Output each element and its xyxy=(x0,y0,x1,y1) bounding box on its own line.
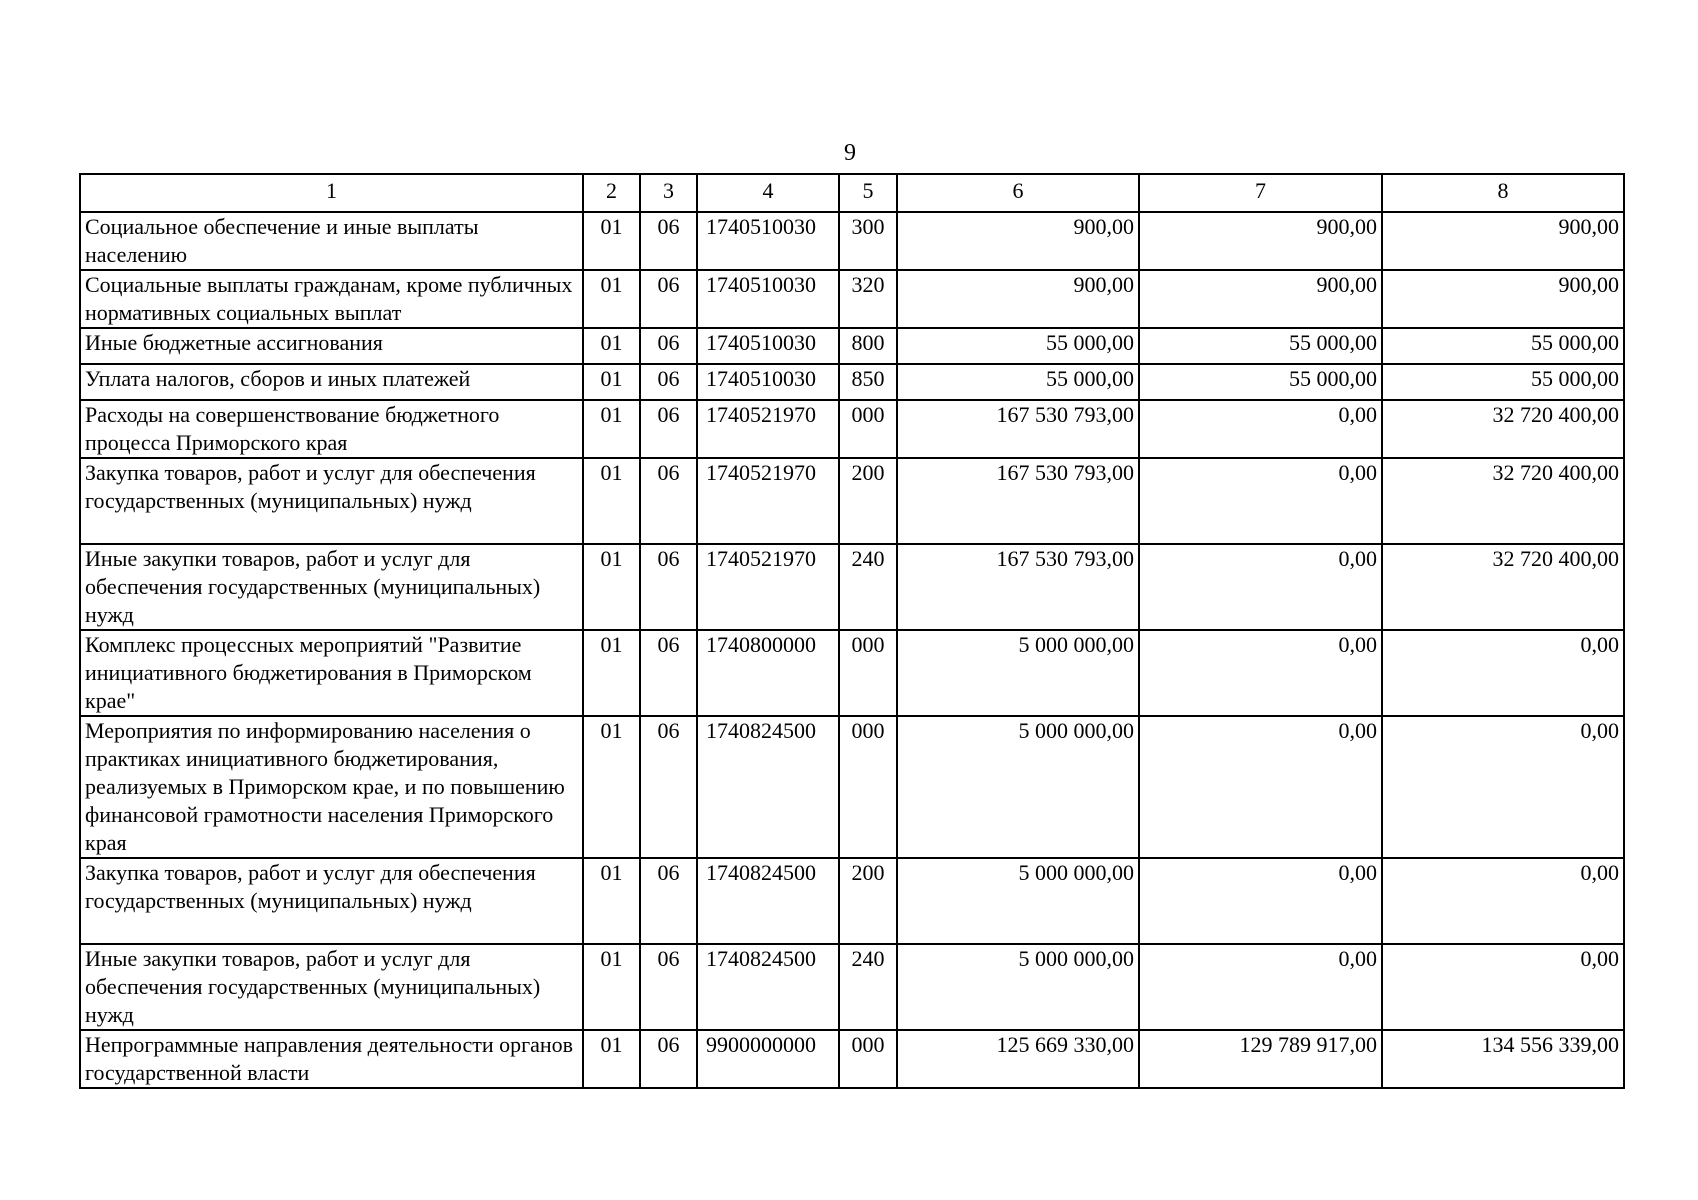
row-amount-col8: 0,00 xyxy=(1382,858,1624,944)
row-expense-type-code: 800 xyxy=(839,328,897,364)
row-name: Иные закупки товаров, работ и услуг для обеспечения государственных (муниципальных) нужд xyxy=(80,944,583,1030)
row-amount-col6: 55 000,00 xyxy=(897,328,1139,364)
row-target-article-code: 9900000000 xyxy=(697,1030,839,1088)
table-row xyxy=(80,1030,1624,1088)
row-name: Непрограммные направления деятельности органов государственной власти xyxy=(80,1030,583,1088)
table-row xyxy=(80,400,1624,458)
row-amount-col6: 5 000 000,00 xyxy=(897,716,1139,858)
table-row xyxy=(80,364,1624,400)
row-subsection-code: 06 xyxy=(640,364,697,400)
row-subsection-code: 06 xyxy=(640,212,697,270)
row-target-article-code: 1740510030 xyxy=(697,270,839,328)
header-cell: 7 xyxy=(1139,174,1382,212)
row-amount-col8: 0,00 xyxy=(1382,944,1624,1030)
row-expense-type-code: 200 xyxy=(839,458,897,544)
budget-table xyxy=(79,173,1625,1089)
row-expense-type-code: 000 xyxy=(839,400,897,458)
row-expense-type-code: 240 xyxy=(839,944,897,1030)
row-section-code: 01 xyxy=(583,544,640,630)
row-amount-col6: 167 530 793,00 xyxy=(897,458,1139,544)
row-amount-col7: 55 000,00 xyxy=(1139,364,1382,400)
row-amount-col7: 0,00 xyxy=(1139,400,1382,458)
row-name: Иные закупки товаров, работ и услуг для обеспечения государственных (муниципальных) нужд xyxy=(80,544,583,630)
row-target-article-code: 1740800000 xyxy=(697,630,839,716)
row-subsection-code: 06 xyxy=(640,944,697,1030)
table-header-row xyxy=(80,174,1624,212)
row-amount-col6: 55 000,00 xyxy=(897,364,1139,400)
row-section-code: 01 xyxy=(583,716,640,858)
row-expense-type-code: 320 xyxy=(839,270,897,328)
row-amount-col7: 0,00 xyxy=(1139,630,1382,716)
table-row xyxy=(80,328,1624,364)
header-cell: 2 xyxy=(583,174,640,212)
row-section-code: 01 xyxy=(583,270,640,328)
row-amount-col6: 167 530 793,00 xyxy=(897,400,1139,458)
row-name: Уплата налогов, сборов и иных платежей xyxy=(80,364,583,400)
row-section-code: 01 xyxy=(583,364,640,400)
row-amount-col8: 55 000,00 xyxy=(1382,364,1624,400)
row-amount-col8: 0,00 xyxy=(1382,716,1624,858)
table-row xyxy=(80,716,1624,858)
row-amount-col6: 125 669 330,00 xyxy=(897,1030,1139,1088)
table-row xyxy=(80,858,1624,944)
row-amount-col8: 32 720 400,00 xyxy=(1382,544,1624,630)
row-amount-col8: 900,00 xyxy=(1382,212,1624,270)
row-target-article-code: 1740510030 xyxy=(697,212,839,270)
header-cell: 1 xyxy=(80,174,583,212)
row-amount-col8: 32 720 400,00 xyxy=(1382,400,1624,458)
row-section-code: 01 xyxy=(583,858,640,944)
row-target-article-code: 1740510030 xyxy=(697,328,839,364)
table-row xyxy=(80,630,1624,716)
row-amount-col7: 900,00 xyxy=(1139,270,1382,328)
row-target-article-code: 1740824500 xyxy=(697,944,839,1030)
header-cell: 6 xyxy=(897,174,1139,212)
row-expense-type-code: 000 xyxy=(839,630,897,716)
row-subsection-code: 06 xyxy=(640,458,697,544)
row-section-code: 01 xyxy=(583,944,640,1030)
row-subsection-code: 06 xyxy=(640,858,697,944)
row-subsection-code: 06 xyxy=(640,400,697,458)
row-amount-col6: 900,00 xyxy=(897,270,1139,328)
row-expense-type-code: 850 xyxy=(839,364,897,400)
page-number: 9 xyxy=(844,140,856,166)
row-subsection-code: 06 xyxy=(640,270,697,328)
row-target-article-code: 1740824500 xyxy=(697,716,839,858)
row-expense-type-code: 000 xyxy=(839,716,897,858)
row-amount-col6: 167 530 793,00 xyxy=(897,544,1139,630)
row-expense-type-code: 300 xyxy=(839,212,897,270)
row-amount-col7: 900,00 xyxy=(1139,212,1382,270)
row-subsection-code: 06 xyxy=(640,1030,697,1088)
row-target-article-code: 1740521970 xyxy=(697,544,839,630)
row-amount-col6: 900,00 xyxy=(897,212,1139,270)
row-target-article-code: 1740510030 xyxy=(697,364,839,400)
row-subsection-code: 06 xyxy=(640,328,697,364)
header-cell: 8 xyxy=(1382,174,1624,212)
row-subsection-code: 06 xyxy=(640,716,697,858)
row-amount-col7: 129 789 917,00 xyxy=(1139,1030,1382,1088)
header-cell: 5 xyxy=(839,174,897,212)
row-amount-col8: 0,00 xyxy=(1382,630,1624,716)
row-target-article-code: 1740521970 xyxy=(697,400,839,458)
row-amount-col7: 0,00 xyxy=(1139,716,1382,858)
row-amount-col6: 5 000 000,00 xyxy=(897,858,1139,944)
row-section-code: 01 xyxy=(583,1030,640,1088)
row-target-article-code: 1740824500 xyxy=(697,858,839,944)
row-amount-col7: 0,00 xyxy=(1139,544,1382,630)
row-name: Социальные выплаты гражданам, кроме публичных нормативных социальных выплат xyxy=(80,270,583,328)
row-name: Закупка товаров, работ и услуг для обеспечения государственных (муниципальных) нужд xyxy=(80,858,583,944)
row-amount-col8: 134 556 339,00 xyxy=(1382,1030,1624,1088)
header-cell: 3 xyxy=(640,174,697,212)
row-subsection-code: 06 xyxy=(640,630,697,716)
row-section-code: 01 xyxy=(583,458,640,544)
table-row xyxy=(80,270,1624,328)
row-amount-col6: 5 000 000,00 xyxy=(897,630,1139,716)
table-row xyxy=(80,944,1624,1030)
row-amount-col8: 900,00 xyxy=(1382,270,1624,328)
row-section-code: 01 xyxy=(583,400,640,458)
table-row xyxy=(80,544,1624,630)
row-section-code: 01 xyxy=(583,630,640,716)
row-name: Расходы на совершенствование бюджетного процесса Приморского края xyxy=(80,400,583,458)
row-expense-type-code: 240 xyxy=(839,544,897,630)
row-name: Закупка товаров, работ и услуг для обеспечения государственных (муниципальных) нужд xyxy=(80,458,583,544)
row-section-code: 01 xyxy=(583,212,640,270)
row-target-article-code: 1740521970 xyxy=(697,458,839,544)
row-amount-col7: 0,00 xyxy=(1139,944,1382,1030)
row-name: Иные бюджетные ассигнования xyxy=(80,328,583,364)
row-amount-col7: 0,00 xyxy=(1139,458,1382,544)
header-cell: 4 xyxy=(697,174,839,212)
row-section-code: 01 xyxy=(583,328,640,364)
row-name: Мероприятия по информированию населения о практиках инициативного бюджетирования, реализуемых в Приморском крае, и по повышению финансовой грамотности населения Приморского края xyxy=(80,716,583,858)
row-expense-type-code: 200 xyxy=(839,858,897,944)
row-expense-type-code: 000 xyxy=(839,1030,897,1088)
row-amount-col7: 0,00 xyxy=(1139,858,1382,944)
row-amount-col8: 32 720 400,00 xyxy=(1382,458,1624,544)
row-subsection-code: 06 xyxy=(640,544,697,630)
table-row xyxy=(80,212,1624,270)
row-amount-col7: 55 000,00 xyxy=(1139,328,1382,364)
row-name: Комплекс процессных мероприятий "Развитие инициативного бюджетирования в Приморском крае" xyxy=(80,630,583,716)
row-name: Социальное обеспечение и иные выплаты населению xyxy=(80,212,583,270)
row-amount-col6: 5 000 000,00 xyxy=(897,944,1139,1030)
row-amount-col8: 55 000,00 xyxy=(1382,328,1624,364)
table-row xyxy=(80,458,1624,544)
